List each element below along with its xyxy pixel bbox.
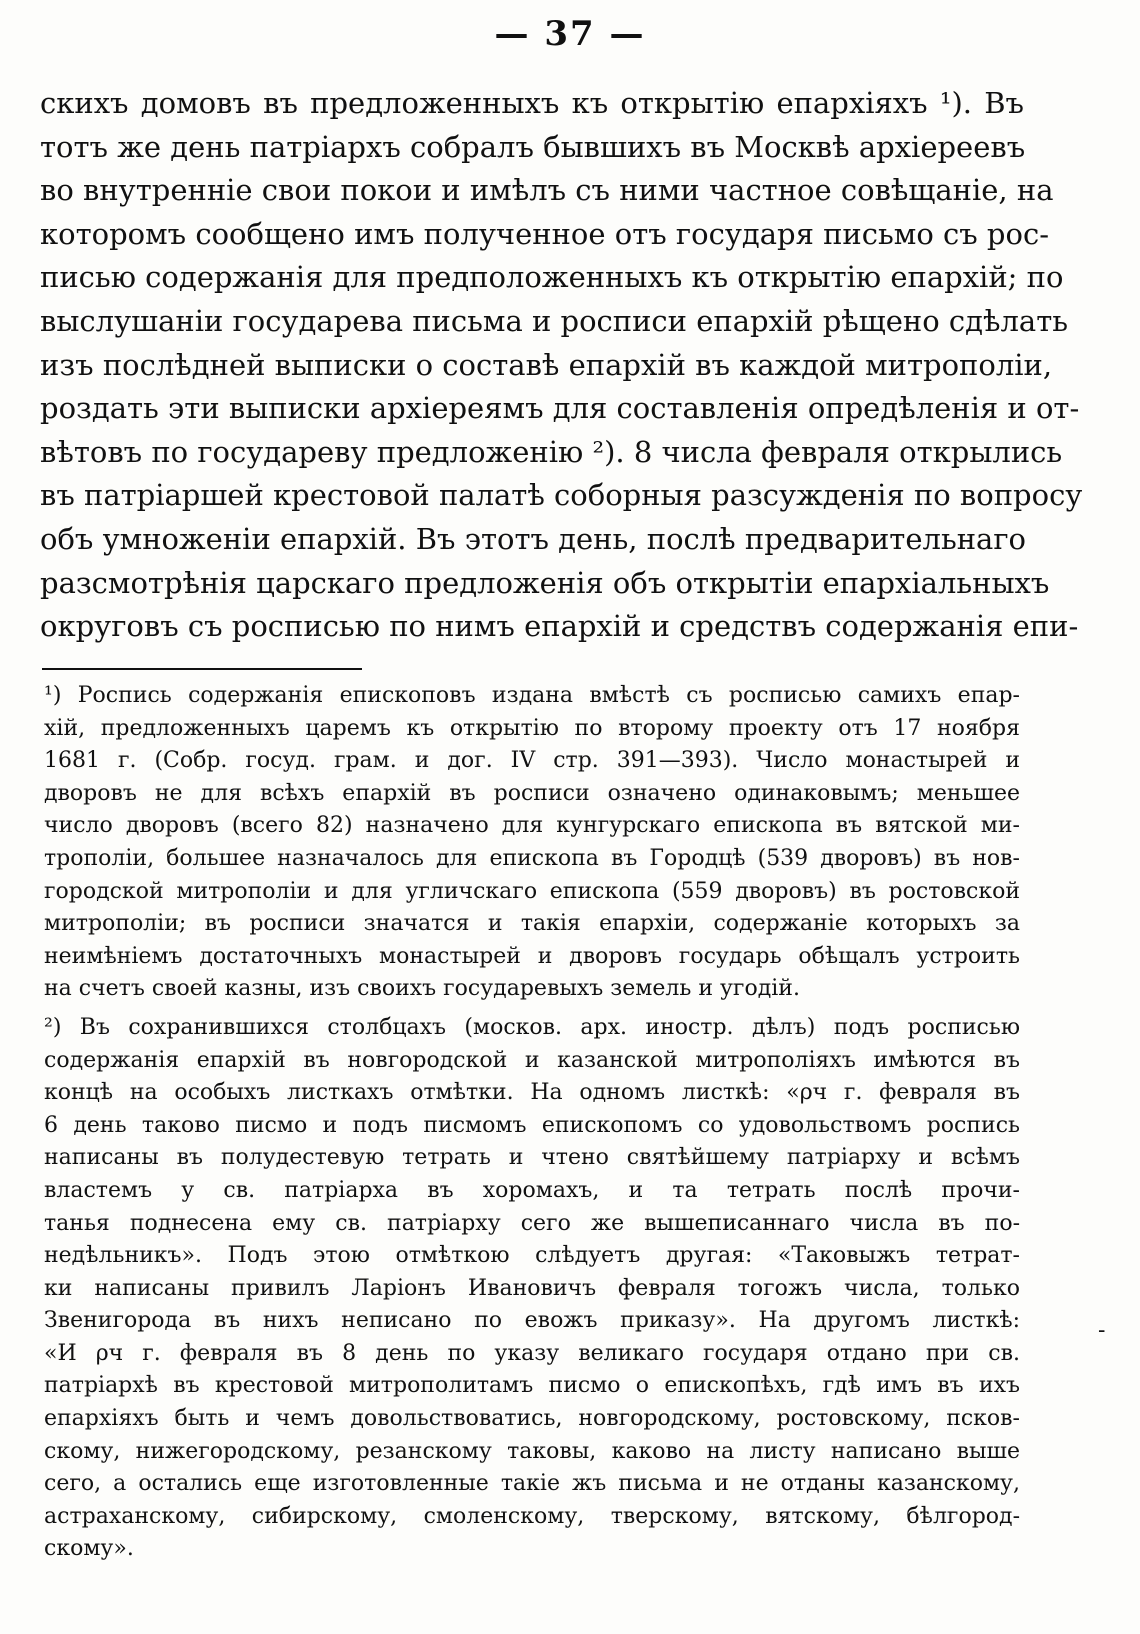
fn1-line: ¹) Роспись содержанія епископовъ издана вмѣстѣ съ росписью самихъ епар- (44, 683, 1020, 708)
footnote-1 (44, 680, 1020, 1006)
fn2-line: ки написаны привилъ Ларіонъ Ивановичъ февраля тогожъ числа, только (44, 1275, 1020, 1301)
margin-mark: - (1098, 1318, 1106, 1343)
fn1-line: митрополіи; въ росписи значатся и такія епархіи, содержаніе которыхъ за (44, 911, 1020, 937)
fn1-line: городской митрополіи и для угличскаго епископа (559 дворовъ) въ ростовской (44, 878, 1020, 904)
main-text-line: изъ послѣдней выписки о составѣ епархій въ каждой митрополіи, (40, 347, 1053, 382)
fn1-line: 1681 г. (Собр. госуд. грам. и дог. IV стр. 391—393). Число монастырей и (44, 748, 1020, 774)
main-text-line: которомъ сообщено имъ полученное отъ государя письмо съ рос- (40, 216, 1049, 251)
main-text-line: во внутренніе свои покои и имѣлъ съ ними частное совѣщаніе, на (40, 173, 1054, 208)
fn2-line: содержанія епархій въ новгородской и казанской митрополіяхъ имѣются въ (44, 1047, 1020, 1073)
fn2-line: сего, а остались еще изготовленные такіе жъ письма и не отданы казанскому, (44, 1471, 1020, 1497)
main-text-line: выслушаніи государева письма и росписи епархій рѣщено сдѣлать (40, 303, 1069, 338)
main-text-line: тотъ же день патріархъ собралъ бывшихъ въ Москвѣ архіереевъ (40, 129, 1026, 164)
fn1-line: трополіи, большее назначалось для епископа въ Городцѣ (539 дворовъ) въ нов- (44, 845, 1020, 871)
fn2-line: Звенигорода въ нихъ неписано по евожъ приказу». На другомъ листкѣ: (44, 1308, 1020, 1334)
footnotes (44, 680, 1020, 1566)
main-text-line: округовъ съ росписью по нимъ епархій и средствъ содержанія епи- (40, 609, 1079, 644)
fn2-line: епархіяхъ быть и чемъ довольствоватись, новгородскому, ростовскому, псков- (44, 1406, 1020, 1432)
main-text-line: вѣтовъ по государеву предложенію ²). 8 числа февраля открылись (40, 434, 1063, 469)
main-text-line: скихъ домовъ въ предложенныхъ къ открытію епархіяхъ ¹). Въ (40, 86, 1024, 120)
fn1-line: на счетъ своей казны, изъ своихъ государевыхъ земель и угодій. (44, 976, 800, 1002)
fn2-line: скому». (44, 1536, 134, 1562)
fn2-line: концѣ на особыхъ листкахъ отмѣтки. На одномъ листкѣ: «ρч г. февраля въ (44, 1080, 1020, 1106)
main-text-line: роздать эти выписки архіереямъ для составленія опредѣленія и от- (40, 391, 1080, 426)
fn1-line: число дворовъ (всего 82) назначено для кунгурскаго епископа въ вятской ми- (44, 813, 1020, 839)
fn2-line: скому, нижегородскому, резанскому таковы, каково на листу написано выше (44, 1438, 1020, 1464)
fn2-line: ²) Въ сохранившихся столбцахъ (москов. арх. иностр. дѣлъ) подъ росписью (44, 1014, 1020, 1040)
fn1-line: неимѣніемъ достаточныхъ монастырей и дворовъ государь обѣщалъ устроить (44, 943, 1020, 969)
fn2-line: написаны въ полудестевую тетрать и чтено святѣйшему патріарху и всѣмъ (44, 1145, 1020, 1171)
main-text-line: объ умноженіи епархій. Въ этотъ день, послѣ предварительнаго (40, 521, 1026, 556)
fn2-line: властемъ у св. патріарха въ хоромахъ, и та тетрать послѣ прочи- (44, 1177, 1020, 1203)
main-text-line: въ патріаршей крестовой палатѣ соборныя разсужденія по вопросу (40, 478, 1083, 513)
fn1-line: хій, предложенныхъ царемъ къ открытію по второму проекту отъ 17 ноября (44, 715, 1020, 741)
fn2-line: патріархѣ въ крестовой митрополитамъ писмо о епископѣхъ, гдѣ имъ въ ихъ (44, 1373, 1020, 1399)
fn2-line: 6 день таково писмо и подъ писмомъ епископомъ со удовольствомъ роспись (44, 1112, 1020, 1138)
fn2-line: недѣльникъ». Подъ этою отмѣткою слѣдуетъ другая: «Таковыжъ тетрат- (44, 1243, 1020, 1269)
fn2-line: астраханскому, сибирскому, смоленскому, тверскому, вятскому, бѣлгород- (44, 1503, 1020, 1529)
main-text (40, 82, 1083, 649)
page-number: — 37 — (494, 14, 646, 54)
main-text-line: разсмотрѣнія царскаго предложенія объ открытіи епархіальныхъ (40, 565, 1050, 600)
main-text-line: писью содержанія для предположенныхъ къ открытію епархій; по (40, 260, 1064, 295)
fn2-line: танья поднесена ему св. патріарху сего же вышеписаннаго числа въ по- (44, 1210, 1020, 1236)
fn1-line: дворовъ не для всѣхъ епархій въ росписи означено одинаковымъ; меньшее (44, 780, 1020, 806)
footnote-rule (42, 668, 362, 670)
footnote-2 (44, 1012, 1020, 1566)
fn2-line: «И ρч г. февраля въ 8 день по указу великаго государя отдано при св. (44, 1340, 1020, 1366)
